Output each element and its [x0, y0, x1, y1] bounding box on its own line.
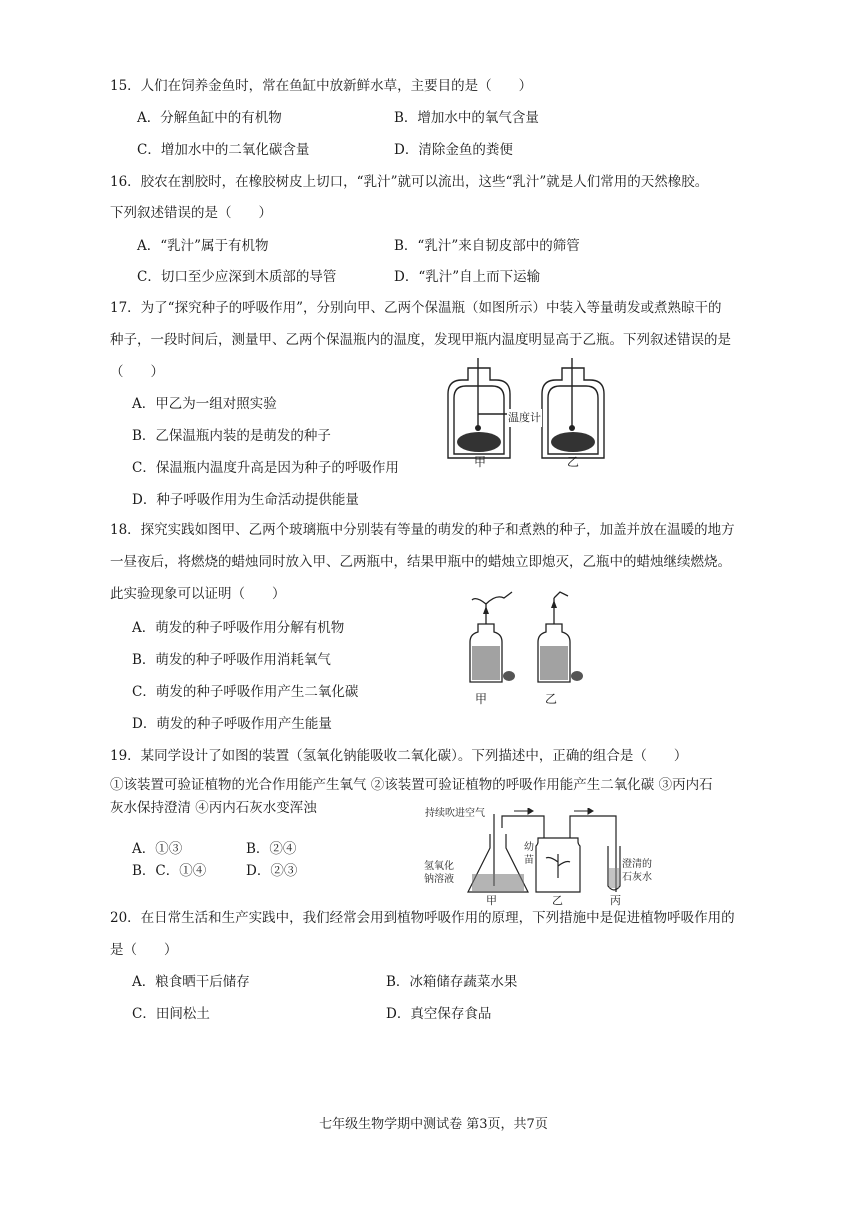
q20-option-a: A．粮食晒干后储存: [132, 974, 250, 990]
q17-option-d: D．种子呼吸作用为生命活动提供能量: [132, 492, 359, 508]
q18-jars-figure: [460, 590, 590, 690]
q16-option-a: A．“乳汁”属于有机物: [137, 238, 269, 254]
q17-flask-b-label: 乙: [567, 455, 580, 469]
q18-jar-a-label: 甲: [475, 692, 488, 706]
q19-air-label: 持续吹进空气: [425, 808, 485, 819]
q18-option-b: B．萌发的种子呼吸作用消耗氧气: [132, 652, 331, 668]
q17-option-a: A．甲乙为一组对照实验: [132, 396, 277, 412]
q16-option-c: C．切口至少应深到木质部的导管: [137, 269, 337, 285]
q18-stem-line1: 18．探究实践如图甲、乙两个玻璃瓶中分别装有等量的萌发的种子和煮熟的种子，加盖并放在温暖的地方: [110, 522, 735, 538]
q15-option-d: D．清除金鱼的粪便: [394, 142, 513, 158]
page-footer: 七年级生物学期中测试卷 第3页，共7页: [319, 1117, 548, 1132]
q19-naoh-label-2: 钠溶液: [424, 874, 454, 885]
q18-jar-b-label: 乙: [545, 692, 558, 706]
q18-option-c: C．萌发的种子呼吸作用产生二氧化碳: [132, 684, 359, 700]
q20-option-b: B．冰箱储存蔬菜水果: [386, 974, 518, 990]
q19-label-c: 丙: [610, 894, 621, 907]
q15-option-c: C．增加水中的二氧化碳含量: [137, 142, 310, 158]
q19-label-a: 甲: [486, 894, 497, 907]
q17-stem-line3: （ ）: [110, 364, 164, 380]
q18-stem-line2: 一昼夜后，将燃烧的蜡烛同时放入甲、乙两瓶中，结果甲瓶中的蜡烛立即熄灭，乙瓶中的蜡烛继续燃烧。: [110, 554, 731, 570]
q18-option-d: D．萌发的种子呼吸作用产生能量: [132, 716, 332, 732]
q19-plant-label-1: 幼: [524, 842, 534, 853]
q19-stem-line1: 19．某同学设计了如图的装置（氢氧化钠能吸收二氧化碳）。下列描述中，正确的组合是（ ）: [110, 748, 688, 764]
q19-option-b: B．②④: [246, 841, 297, 857]
q20-option-c: C．田间松土: [132, 1006, 210, 1022]
q17-stem-line1: 17．为了“探究种子的呼吸作用”，分别向甲、乙两个保温瓶（如图所示）中装入等量萌发或煮熟晾干的: [110, 300, 722, 316]
q20-stem-line1: 20．在日常生活和生产实践中，我们经常会用到植物呼吸作用的原理，下列措施中是促进植物呼吸作用的: [110, 910, 735, 926]
q17-option-b: B．乙保温瓶内装的是萌发的种子: [132, 428, 331, 444]
q15-option-b: B．增加水中的氧气含量: [394, 110, 539, 126]
q17-stem-line2: 种子，一段时间后，测量甲、乙两个保温瓶内的温度，发现甲瓶内温度明显高于乙瓶。下列叙述错误的是: [110, 332, 731, 348]
q15-stem: 15．人们在饲养金鱼时，常在鱼缸中放新鲜水草，主要目的是（ ）: [110, 78, 533, 94]
q19-naoh-label-1: 氢氧化: [424, 861, 454, 872]
q19-plant-label-2: 苗: [524, 855, 534, 866]
q18-option-a: A．萌发的种子呼吸作用分解有机物: [132, 620, 345, 636]
q17-thermometer-label: 温度计: [507, 409, 542, 427]
q16-stem-line2: 下列叙述错误的是（ ）: [110, 205, 272, 221]
q19-option-a: A．①③: [132, 841, 183, 857]
q19-stem-line3: 灰水保持澄清 ④丙内石灰水变浑浊: [110, 800, 317, 816]
q20-stem-line2: 是（ ）: [110, 942, 178, 958]
q16-option-b: B．“乳汁”来自韧皮部中的筛管: [394, 238, 580, 254]
q19-lime-label-1: 澄清的: [622, 859, 652, 870]
q19-lime-label-2: 石灰水: [622, 872, 652, 883]
q19-option-d: D．②③: [246, 863, 298, 879]
q15-option-a: A．分解鱼缸中的有机物: [137, 110, 282, 126]
q16-option-d: D．“乳汁”自上而下运输: [394, 269, 541, 285]
q18-stem-line3: 此实验现象可以证明（ ）: [110, 586, 286, 602]
q19-option-c: B．C．①④: [132, 863, 207, 879]
q19-stem-line2: ①该装置可验证植物的光合作用能产生氧气 ②该装置可验证植物的呼吸作用能产生二氧化碳 ③丙内石: [110, 777, 713, 793]
q17-flask-a-label: 甲: [474, 455, 487, 469]
q16-stem-line1: 16．胶农在割胶时，在橡胶树皮上切口，“乳汁”就可以流出，这些“乳汁”就是人们常用的天然橡胶。: [110, 174, 709, 190]
q19-label-b: 乙: [552, 894, 563, 907]
q17-option-c: C．保温瓶内温度升高是因为种子的呼吸作用: [132, 460, 399, 476]
q20-option-d: D．真空保存食品: [386, 1006, 492, 1022]
